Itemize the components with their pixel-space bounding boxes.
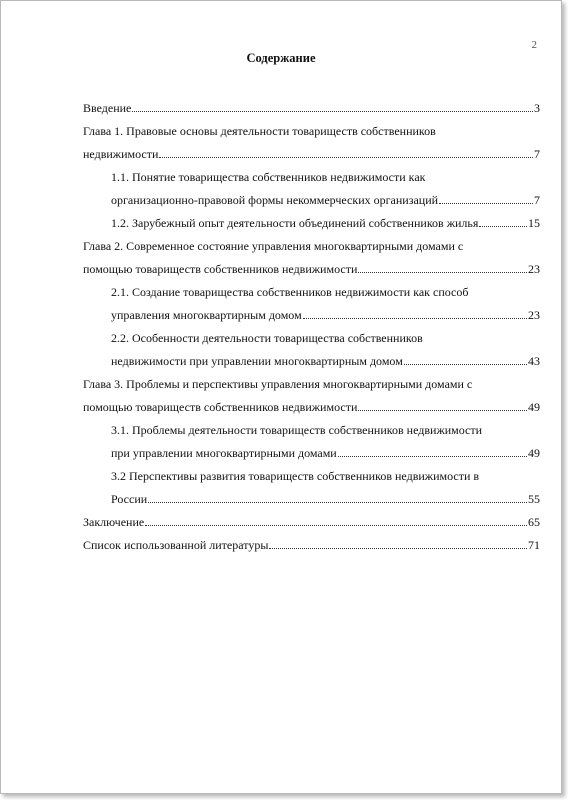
toc-entry-text: недвижимости при управлении многоквартирным домом [111, 354, 403, 368]
toc-page-ref: 7 [534, 147, 540, 161]
toc-entry-references[interactable] [83, 534, 540, 557]
toc-entry-section-2-2[interactable] [83, 327, 540, 373]
dot-leader [479, 225, 527, 227]
toc-entry-text: 3.2 Перспективы развития товариществ собственников недвижимости в [111, 469, 480, 483]
dot-leader [404, 363, 527, 365]
toc-entry-text: управления многоквартирным домом [111, 308, 302, 322]
toc-page-ref: 7 [534, 193, 540, 207]
toc-entry-section-3-1[interactable] [83, 419, 540, 465]
dot-leader [303, 317, 527, 319]
toc-page-ref: 15 [528, 216, 540, 230]
toc-entry-text: помощью товариществ собственников недвижимости [83, 262, 358, 276]
toc-entry-text: Введение [83, 101, 132, 115]
toc-entry-chapter-1[interactable] [83, 120, 540, 166]
dot-leader [439, 202, 533, 204]
toc-entry-section-1-2[interactable] [83, 212, 540, 235]
toc-entry-text: Глава 3. Проблемы и перспективы управления многоквартирными домами с [83, 377, 473, 391]
toc-entry-text: 2.2. Особенности деятельности товарищества собственников [111, 331, 423, 345]
toc-title: Содержание [246, 51, 316, 65]
table-of-contents [83, 97, 540, 557]
toc-entry-text: России [111, 492, 148, 506]
toc-page-ref: 49 [528, 446, 540, 460]
toc-entry-text: Глава 2. Современное состояние управления многоквартирными домами с [83, 239, 464, 253]
toc-page-ref: 3 [534, 101, 540, 115]
toc-entry-section-2-1[interactable] [83, 281, 540, 327]
toc-page-ref: 43 [528, 354, 540, 368]
toc-entry-text: 1.2. Зарубежный опыт деятельности объединений собственников жилья [111, 216, 479, 230]
dot-leader [132, 110, 533, 112]
dot-leader [338, 455, 527, 457]
toc-entry-text: 1.1. Понятие товарищества собственников недвижимости как [111, 170, 426, 184]
toc-page-ref: 71 [528, 538, 540, 552]
toc-entry-text: при управлении многоквартирными домами [111, 446, 337, 460]
toc-page-ref: 23 [528, 308, 540, 322]
toc-entry-text: Список использованной литературы [83, 538, 269, 552]
toc-entry-text: 3.1. Проблемы деятельности товариществ собственников недвижимости [111, 423, 483, 437]
toc-entry-text: 2.1. Создание товарищества собственников недвижимости как способ [111, 285, 469, 299]
toc-entry-text: Глава 1. Правовые основы деятельности товариществ собственников [83, 124, 436, 138]
toc-entry-text: Заключение [83, 515, 145, 529]
toc-entry-chapter-3[interactable] [83, 373, 540, 419]
toc-entry-conclusion[interactable] [83, 511, 540, 534]
dot-leader [358, 271, 527, 273]
toc-page-ref: 49 [528, 400, 540, 414]
toc-entry-text: недвижимости [83, 147, 159, 161]
dot-leader [269, 547, 527, 549]
toc-entry-section-3-2[interactable] [83, 465, 540, 511]
dot-leader [145, 524, 527, 526]
dot-leader [159, 156, 533, 158]
toc-entry-text: организационно-правовой формы некоммерческих организаций [111, 193, 439, 207]
page-number: 2 [531, 39, 537, 51]
toc-page-ref: 23 [528, 262, 540, 276]
toc-entry-introduction[interactable] [83, 97, 540, 120]
toc-entry-text: помощью товариществ собственников недвижимости [83, 400, 358, 414]
toc-entry-chapter-2[interactable] [83, 235, 540, 281]
toc-page-ref: 65 [528, 515, 540, 529]
toc-entry-section-1-1[interactable] [83, 166, 540, 212]
dot-leader [358, 409, 527, 411]
dot-leader [148, 501, 527, 503]
toc-page-ref: 55 [528, 492, 540, 506]
